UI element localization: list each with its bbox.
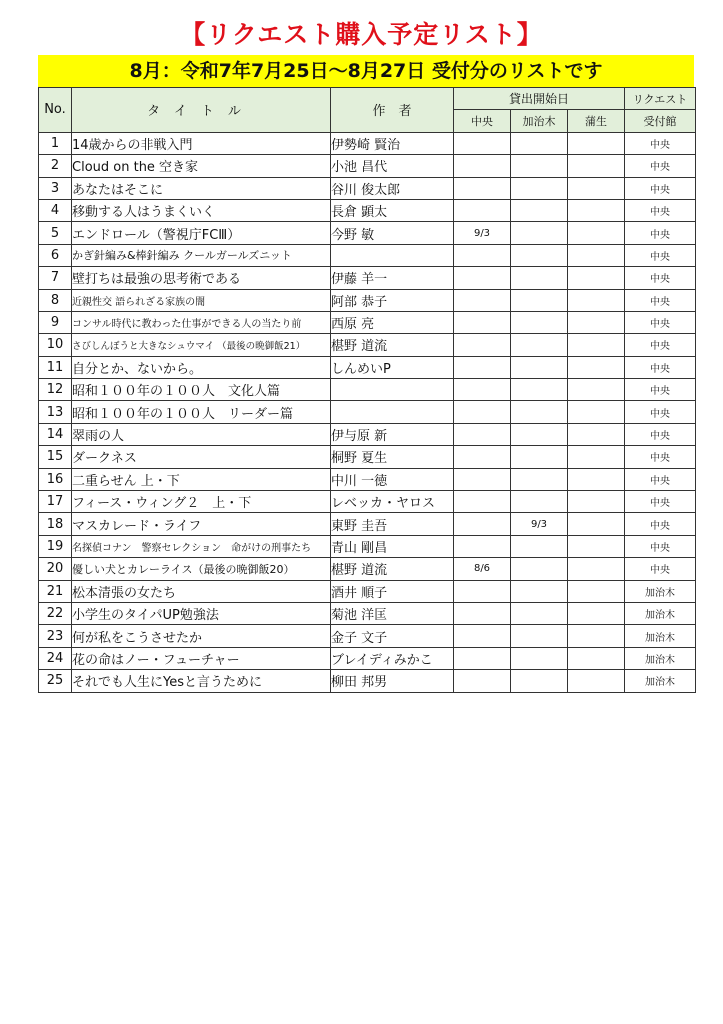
row-date-kajiki (511, 535, 568, 557)
row-request-library: 中央 (625, 558, 696, 580)
row-date-kamo (568, 222, 625, 244)
row-date-kajiki (511, 334, 568, 356)
table-row (39, 132, 696, 154)
row-date-kajiki (511, 401, 568, 423)
row-request-library: 加治木 (625, 670, 696, 692)
row-title: 小学生のタイパUP勉強法 (72, 602, 331, 624)
row-number: 5 (39, 222, 72, 244)
row-number: 25 (39, 670, 72, 692)
row-request-library: 加治木 (625, 647, 696, 669)
header-author: 作 者 (331, 88, 454, 133)
row-title: 壁打ちは最強の思考術である (72, 267, 331, 289)
row-date-kajiki (511, 356, 568, 378)
row-date-chuo (454, 244, 511, 266)
row-author: レベッカ・ヤロス (331, 491, 454, 513)
row-date-chuo (454, 132, 511, 154)
row-title: 近親性交 語られざる家族の闇 (72, 289, 331, 311)
row-number: 20 (39, 558, 72, 580)
table-row (39, 670, 696, 692)
row-date-kajiki (511, 491, 568, 513)
row-number: 13 (39, 401, 72, 423)
row-date-kamo (568, 558, 625, 580)
row-title: 翠雨の人 (72, 423, 331, 445)
row-number: 17 (39, 491, 72, 513)
row-number: 19 (39, 535, 72, 557)
row-author (331, 244, 454, 266)
row-title: マスカレード・ライフ (72, 513, 331, 535)
row-number: 6 (39, 244, 72, 266)
row-author: ブレイディみかこ (331, 647, 454, 669)
table-row (39, 199, 696, 221)
row-date-chuo (454, 267, 511, 289)
row-title: 花の命はノー・フューチャー (72, 647, 331, 669)
row-date-chuo (454, 580, 511, 602)
header-title: タイトル (72, 88, 331, 133)
row-number: 4 (39, 199, 72, 221)
row-date-chuo (454, 423, 511, 445)
row-date-kamo (568, 289, 625, 311)
row-author: 西原 亮 (331, 311, 454, 333)
row-date-chuo (454, 602, 511, 624)
row-author (331, 401, 454, 423)
row-author: 谷川 俊太郎 (331, 177, 454, 199)
row-title: 松本清張の女たち (72, 580, 331, 602)
row-date-kamo (568, 132, 625, 154)
row-title: あなたはそこに (72, 177, 331, 199)
row-author (331, 379, 454, 401)
row-date-chuo (454, 155, 511, 177)
row-date-kajiki (511, 423, 568, 445)
row-author: 椹野 道流 (331, 558, 454, 580)
row-title: 14歳からの非戦入門 (72, 132, 331, 154)
row-date-chuo (454, 625, 511, 647)
row-number: 3 (39, 177, 72, 199)
row-request-library: 中央 (625, 535, 696, 557)
table-row (39, 267, 696, 289)
row-request-library: 中央 (625, 423, 696, 445)
row-request-library: 中央 (625, 132, 696, 154)
table-row (39, 580, 696, 602)
row-date-chuo (454, 177, 511, 199)
row-author: 伊藤 羊一 (331, 267, 454, 289)
row-title: フィース・ウィング２ 上・下 (72, 491, 331, 513)
row-request-library: 中央 (625, 334, 696, 356)
row-date-kajiki (511, 132, 568, 154)
table-row (39, 356, 696, 378)
row-author: 阿部 恭子 (331, 289, 454, 311)
row-author: 酒井 順子 (331, 580, 454, 602)
row-request-library: 中央 (625, 513, 696, 535)
row-number: 23 (39, 625, 72, 647)
row-request-library: 中央 (625, 311, 696, 333)
row-date-kajiki (511, 580, 568, 602)
table-row (39, 311, 696, 333)
row-date-chuo (454, 535, 511, 557)
row-number: 15 (39, 446, 72, 468)
row-author: 金子 文子 (331, 625, 454, 647)
row-date-kajiki (511, 155, 568, 177)
row-date-kajiki (511, 222, 568, 244)
row-author: 椹野 道流 (331, 334, 454, 356)
row-date-chuo (454, 491, 511, 513)
row-title: 二重らせん 上・下 (72, 468, 331, 490)
table-row (39, 222, 696, 244)
row-date-kajiki (511, 311, 568, 333)
row-author: 今野 敏 (331, 222, 454, 244)
row-date-kamo (568, 446, 625, 468)
page-title: 【リクエスト購入予定リスト】 (180, 20, 543, 49)
row-number: 1 (39, 132, 72, 154)
row-date-kamo (568, 602, 625, 624)
row-date-kamo (568, 670, 625, 692)
row-title: 何が私をこうさせたか (72, 625, 331, 647)
table-row (39, 625, 696, 647)
row-date-kamo (568, 401, 625, 423)
table-row (39, 379, 696, 401)
row-date-kajiki (511, 625, 568, 647)
row-date-kamo (568, 334, 625, 356)
row-request-library: 中央 (625, 177, 696, 199)
row-date-kamo (568, 535, 625, 557)
table-row (39, 647, 696, 669)
table-row (39, 446, 696, 468)
row-date-chuo (454, 334, 511, 356)
row-number: 24 (39, 647, 72, 669)
request-list-table (38, 87, 696, 693)
row-author: 柳田 邦男 (331, 670, 454, 692)
table-row (39, 535, 696, 557)
row-date-kajiki (511, 244, 568, 266)
row-date-kamo (568, 244, 625, 266)
row-request-library: 中央 (625, 401, 696, 423)
row-date-chuo (454, 289, 511, 311)
row-author: 青山 剛昌 (331, 535, 454, 557)
row-date-chuo (454, 311, 511, 333)
row-date-kamo (568, 199, 625, 221)
row-request-library: 加治木 (625, 602, 696, 624)
row-title: エンドロール（警視庁FCⅢ） (72, 222, 331, 244)
table-row (39, 423, 696, 445)
row-date-kamo (568, 177, 625, 199)
row-number: 21 (39, 580, 72, 602)
row-number: 22 (39, 602, 72, 624)
row-title: ダークネス (72, 446, 331, 468)
row-date-chuo (454, 401, 511, 423)
row-request-library: 中央 (625, 155, 696, 177)
row-date-kajiki (511, 289, 568, 311)
row-date-kajiki (511, 446, 568, 468)
table-row (39, 468, 696, 490)
table-row (39, 558, 696, 580)
row-title: コンサル時代に教わった仕事ができる人の当たり前 (72, 311, 331, 333)
row-number: 18 (39, 513, 72, 535)
row-date-chuo: 9/3 (454, 222, 511, 244)
table-row (39, 513, 696, 535)
row-date-kamo (568, 647, 625, 669)
header-branch-kamo: 蒲生 (568, 110, 625, 132)
row-date-kamo (568, 423, 625, 445)
row-title: 移動する人はうまくいく (72, 199, 331, 221)
row-title: 昭和１００年の１００人 文化人篇 (72, 379, 331, 401)
row-date-kajiki (511, 558, 568, 580)
header-branch-chuo: 中央 (454, 110, 511, 132)
row-date-kamo (568, 379, 625, 401)
row-title: 優しい犬とカレーライス（最後の晩御飯20） (72, 558, 331, 580)
row-date-kajiki (511, 199, 568, 221)
row-author: 中川 一徳 (331, 468, 454, 490)
row-title: それでも人生にYesと言うために (72, 670, 331, 692)
row-date-chuo (454, 670, 511, 692)
table-body (39, 132, 696, 692)
row-date-kamo (568, 491, 625, 513)
row-request-library: 中央 (625, 199, 696, 221)
row-number: 10 (39, 334, 72, 356)
row-date-kajiki (511, 647, 568, 669)
row-author: 長倉 顕太 (331, 199, 454, 221)
row-date-kamo (568, 625, 625, 647)
row-date-chuo (454, 356, 511, 378)
row-request-library: 加治木 (625, 625, 696, 647)
row-request-library: 中央 (625, 289, 696, 311)
table-row (39, 491, 696, 513)
row-date-kamo (568, 468, 625, 490)
row-title: かぎ針編み&棒針編み クールガールズニット (72, 244, 331, 266)
table-row (39, 334, 696, 356)
row-author: 菊池 洋匡 (331, 602, 454, 624)
table-row (39, 177, 696, 199)
row-date-kamo (568, 311, 625, 333)
row-title: 自分とか、ないから。 (72, 356, 331, 378)
row-title: Cloud on the 空き家 (72, 155, 331, 177)
row-number: 11 (39, 356, 72, 378)
row-date-chuo (454, 513, 511, 535)
table-row (39, 155, 696, 177)
header-branch-kajiki: 加治木 (511, 110, 568, 132)
table-row (39, 244, 696, 266)
row-date-chuo (454, 647, 511, 669)
row-request-library: 中央 (625, 222, 696, 244)
row-request-library: 中央 (625, 267, 696, 289)
row-request-library: 中央 (625, 491, 696, 513)
row-date-chuo: 8/6 (454, 558, 511, 580)
subtitle-banner: 8月：令和7年7月25日～8月27日 受付分のリストです (38, 55, 694, 87)
row-number: 2 (39, 155, 72, 177)
row-date-kamo (568, 356, 625, 378)
row-request-library: 中央 (625, 468, 696, 490)
row-date-kajiki (511, 177, 568, 199)
table-row (39, 602, 696, 624)
row-date-chuo (454, 468, 511, 490)
row-number: 14 (39, 423, 72, 445)
row-number: 8 (39, 289, 72, 311)
row-author: 東野 圭吾 (331, 513, 454, 535)
row-date-kajiki (511, 379, 568, 401)
row-author: 小池 昌代 (331, 155, 454, 177)
row-title: 名探偵コナン 警察セレクション 命がけの刑事たち (72, 535, 331, 557)
row-request-library: 中央 (625, 379, 696, 401)
row-author: しんめいP (331, 356, 454, 378)
header-start-date: 貸出開始日 (454, 88, 625, 110)
row-request-library: 中央 (625, 446, 696, 468)
row-date-kamo (568, 155, 625, 177)
row-date-kamo (568, 513, 625, 535)
row-author: 桐野 夏生 (331, 446, 454, 468)
row-date-kajiki (511, 670, 568, 692)
row-date-chuo (454, 199, 511, 221)
row-date-kamo (568, 580, 625, 602)
row-date-kajiki: 9/3 (511, 513, 568, 535)
row-number: 12 (39, 379, 72, 401)
table-row (39, 401, 696, 423)
row-number: 9 (39, 311, 72, 333)
row-date-kajiki (511, 602, 568, 624)
row-date-chuo (454, 446, 511, 468)
row-request-library: 中央 (625, 356, 696, 378)
row-request-library: 中央 (625, 244, 696, 266)
row-author: 伊与原 新 (331, 423, 454, 445)
row-request-library: 加治木 (625, 580, 696, 602)
header-no: No. (39, 88, 72, 133)
header-request-line1: リクエスト (625, 88, 696, 110)
row-date-chuo (454, 379, 511, 401)
table-row (39, 289, 696, 311)
row-author: 伊勢崎 賢治 (331, 132, 454, 154)
row-number: 16 (39, 468, 72, 490)
header-request-line2: 受付館 (625, 110, 696, 132)
row-date-kajiki (511, 468, 568, 490)
row-date-kajiki (511, 267, 568, 289)
row-title: さびしんぼうと大きなシュウマイ （最後の晩御飯21） (72, 334, 331, 356)
row-title: 昭和１００年の１００人 リーダー篇 (72, 401, 331, 423)
row-number: 7 (39, 267, 72, 289)
row-date-kamo (568, 267, 625, 289)
